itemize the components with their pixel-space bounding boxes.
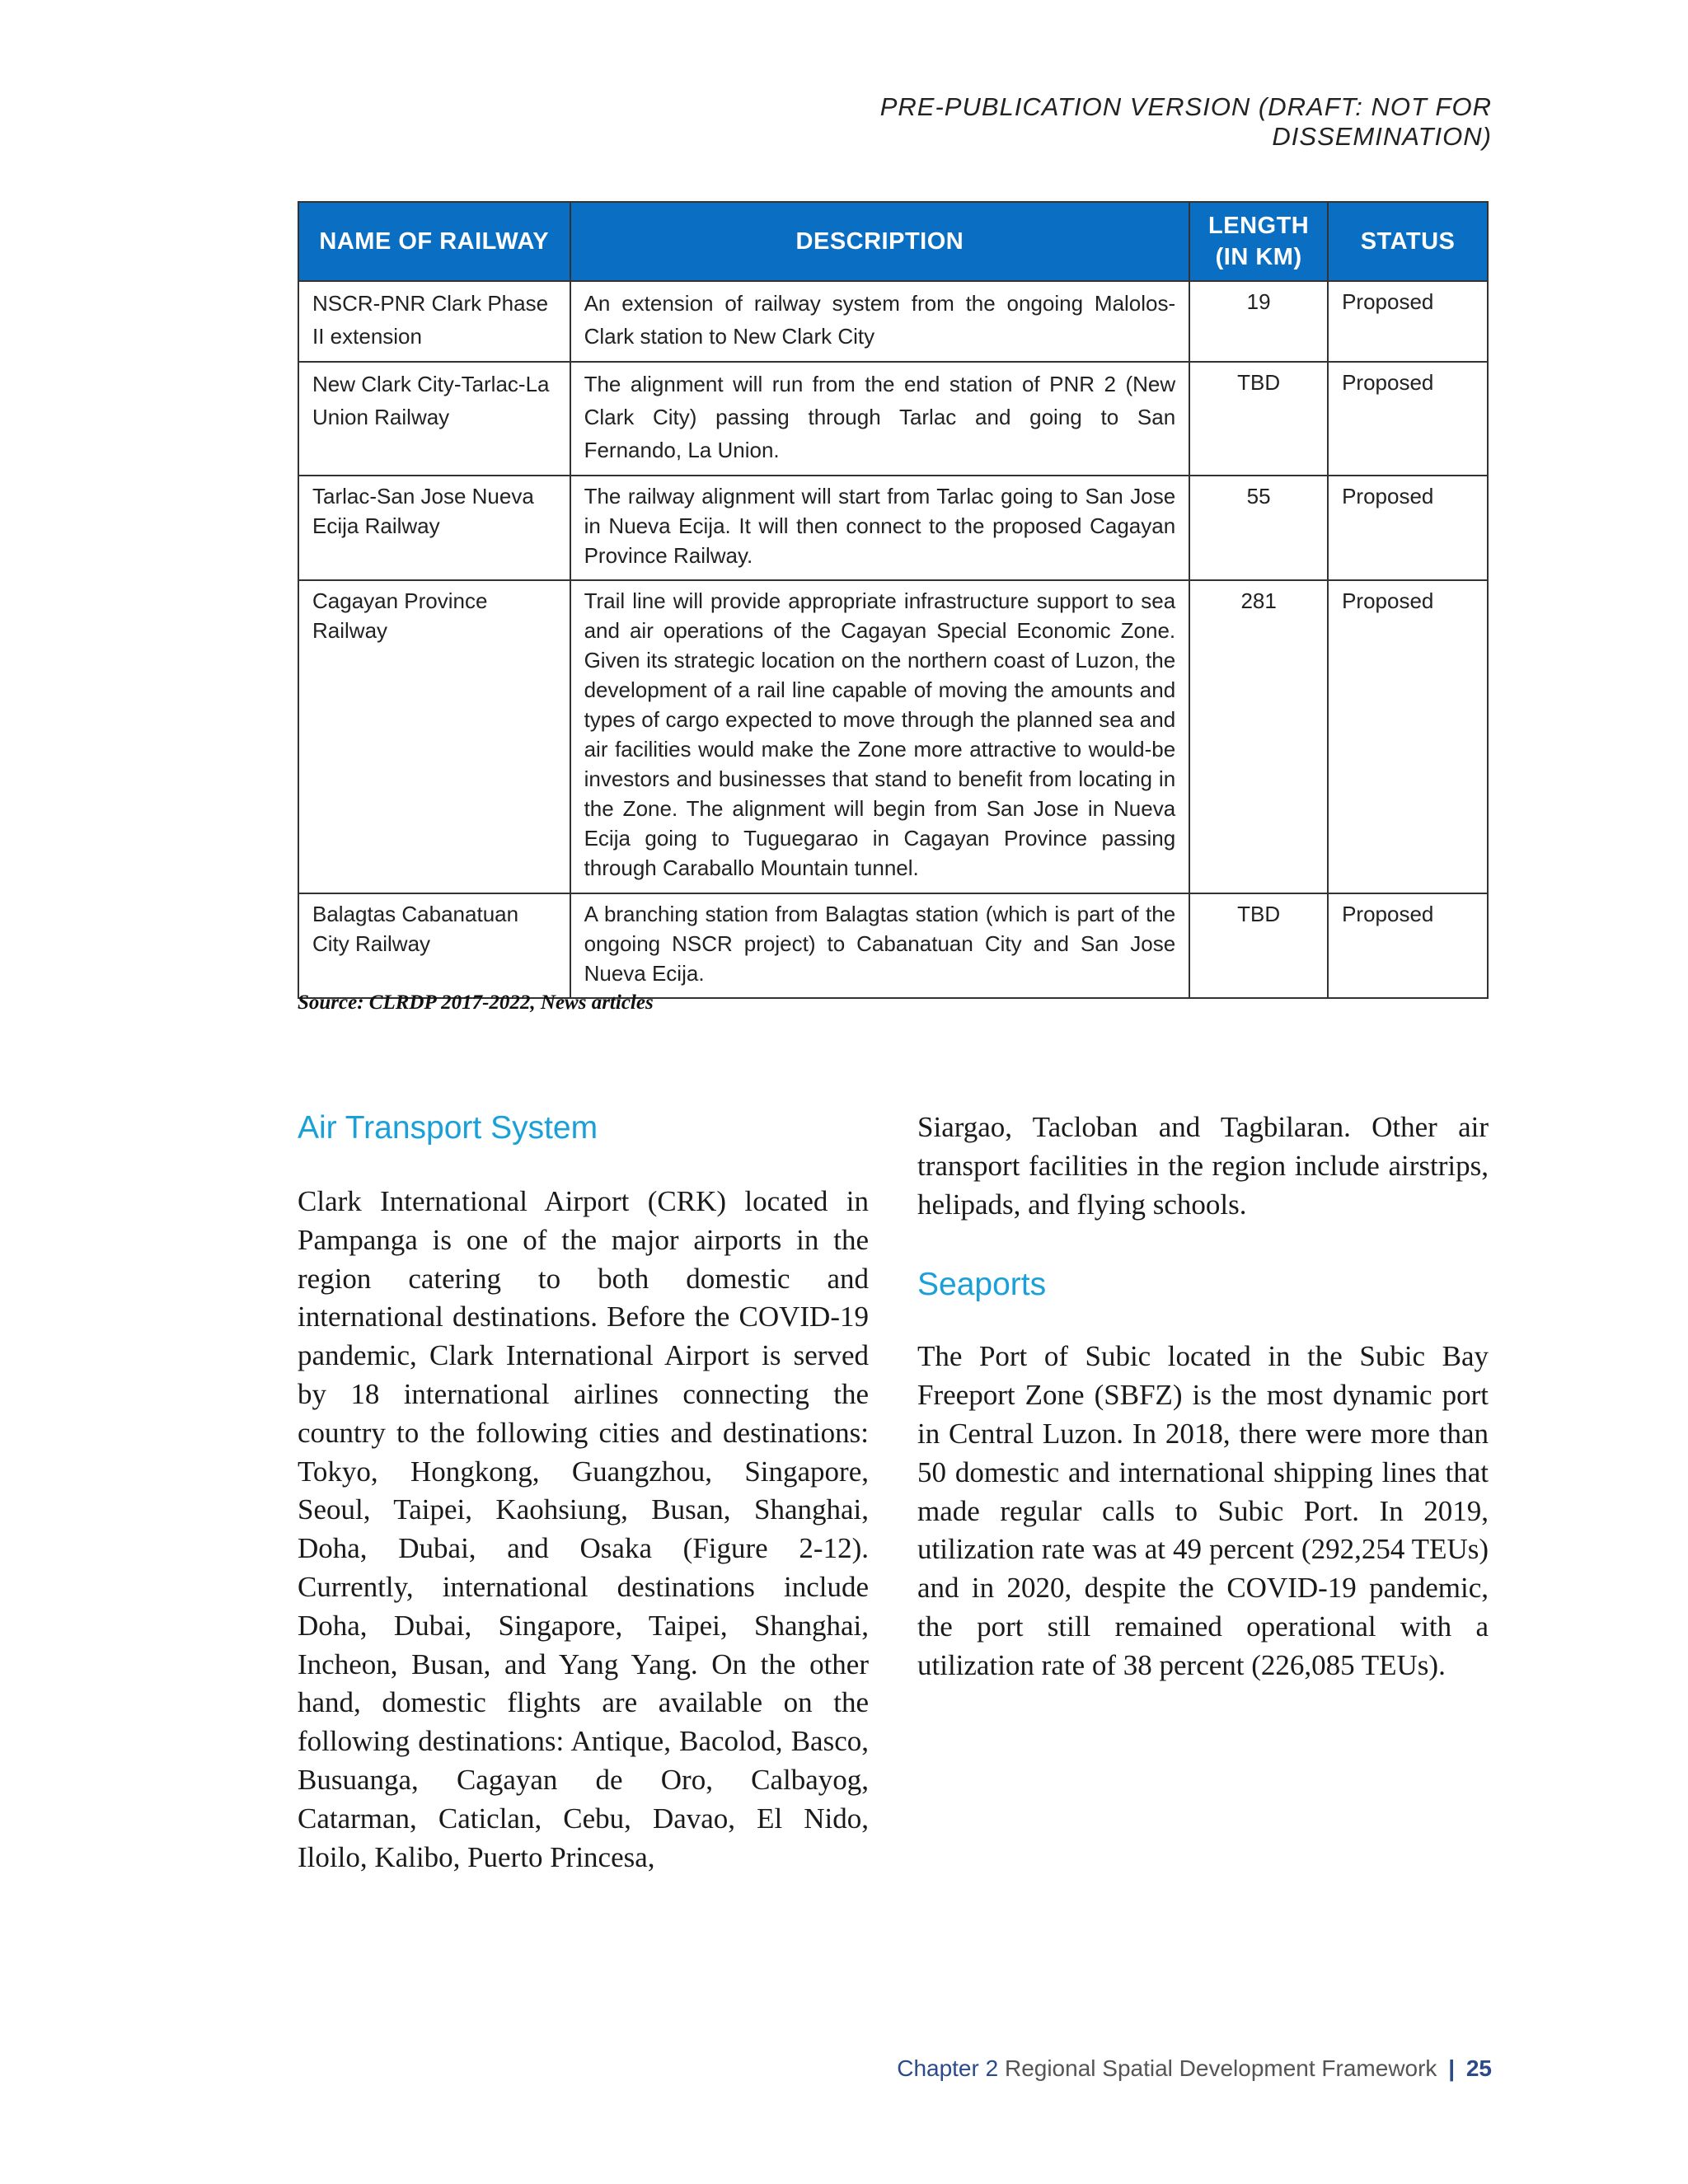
table-source-note: Source: CLRDP 2017-2022, News articles	[298, 991, 654, 1014]
footer-chapter: Chapter 2	[897, 2055, 999, 2081]
railway-length-cell: TBD	[1189, 362, 1328, 476]
railway-status-cell: Proposed	[1328, 281, 1488, 362]
railway-description-cell: A branching station from Balagtas station (which is part of the ongoing NSCR project) to Cabanatuan City and San Jose Nueva Ecija.	[570, 893, 1190, 998]
right-column	[917, 1108, 1489, 1685]
seaports-paragraph: The Port of Subic located in the Subic Bay Freeport Zone (SBFZ) is the most dynamic port in Central Luzon. In 2018, there were more than 50 domestic and international shipping lines that made regular calls to Subic Port. In 2019, utilization rate was at 49 percent (292,254 TEUs) and in 2020, despite the COVID-19 pandemic, the port still remained operational with a utilization rate of 38 percent (226,085 TEUs).	[917, 1340, 1489, 1681]
railway-description-cell: The alignment will run from the end station of PNR 2 (New Clark City) passing through Tarlac and going to San Fernando, La Union.	[570, 362, 1190, 476]
table-row	[298, 476, 1488, 580]
railway-status-cell: Proposed	[1328, 476, 1488, 580]
railway-table	[298, 201, 1489, 999]
page-footer	[659, 2055, 1492, 2082]
railway-length-cell: 281	[1189, 580, 1328, 893]
railway-description-cell: Trail line will provide appropriate infrastructure support to sea and air operations of the Cagayan Special Economic Zone. Given its strategic location on the northern coast of Luzon, the development of a rail line capable of moving the amounts and types of cargo expected to move through the planned sea and air facilities would make the Zone more attractive to would-be investors and businesses that stand to benefit from locating in the Zone. The alignment will begin from San Jose in Nueva Ecija going to Tuguegarao in Cagayan Province passing through Caraballo Mountain tunnel.	[570, 580, 1190, 893]
air-transport-heading: Air Transport System	[298, 1110, 598, 1146]
column-header-status: STATUS	[1328, 202, 1488, 281]
railway-status-cell: Proposed	[1328, 362, 1488, 476]
railway-length-cell: TBD	[1189, 893, 1328, 998]
column-header-length: LENGTH (IN KM)	[1189, 202, 1328, 281]
table-row	[298, 281, 1488, 362]
railway-description-cell: The railway alignment will start from Tarlac going to San Jose in Nueva Ecija. It will then connect to the proposed Cagayan Province Railway.	[570, 476, 1190, 580]
table-row	[298, 362, 1488, 476]
railway-name-cell: Balagtas Cabanatuan City Railway	[298, 893, 570, 998]
table-header-row	[298, 202, 1488, 281]
railway-length-cell: 55	[1189, 476, 1328, 580]
footer-separator: |	[1448, 2055, 1456, 2081]
table-row	[298, 893, 1488, 998]
footer-chapter-title: Regional Spatial Development Framework	[1004, 2055, 1437, 2081]
railway-name-cell: Tarlac-San Jose Nueva Ecija Railway	[298, 476, 570, 580]
column-header-description: DESCRIPTION	[570, 202, 1190, 281]
railway-status-cell: Proposed	[1328, 893, 1488, 998]
railway-name-cell: NSCR-PNR Clark Phase II extension	[298, 281, 570, 362]
air-transport-paragraph: Clark International Airport (CRK) located in Pampanga is one of the major airports in the region catering to both domestic and international destinations. Before the COVID-19 pandemic, Clark International Airport is served by 18 international airlines connecting the country to the following cities and destinations: Tokyo, Hongkong, Guangzhou, Singapore, Seoul, Taipei, Kaohsiung, Busan, Shanghai, Doha, Dubai, and Osaka (Figure 2-12). Currently, international destinations include Doha, Dubai, Singapore, Taipei, Shanghai, Incheon, Busan, and Yang Yang. On the other hand, domestic flights are available on the following destinations: Antique, Bacolod, Basco, Busuanga, Cagayan de Oro, Calbayog, Catarman, Caticlan, Cebu, Davao, El Nido, Iloilo, Kalibo, Puerto Princesa,	[298, 1185, 869, 1873]
left-column	[298, 1108, 869, 1877]
railway-name-cell: Cagayan Province Railway	[298, 580, 570, 893]
air-transport-continuation: Siargao, Tacloban and Tagbilaran. Other air transport facilities in the region include airstrips, helipads, and flying schools.	[917, 1111, 1489, 1221]
seaports-heading: Seaports	[917, 1267, 1047, 1303]
railway-length-cell: 19	[1189, 281, 1328, 362]
page-number: 25	[1465, 2055, 1492, 2081]
railway-description-cell: An extension of railway system from the ongoing Malolos-Clark station to New Clark City	[570, 281, 1190, 362]
railway-status-cell: Proposed	[1328, 580, 1488, 893]
table-row	[298, 580, 1488, 893]
column-header-name: NAME OF RAILWAY	[298, 202, 570, 281]
draft-header-note: PRE-PUBLICATION VERSION (DRAFT: NOT FOR DISSEMINATION)	[879, 92, 1492, 151]
railway-name-cell: New Clark City-Tarlac-La Union Railway	[298, 362, 570, 476]
